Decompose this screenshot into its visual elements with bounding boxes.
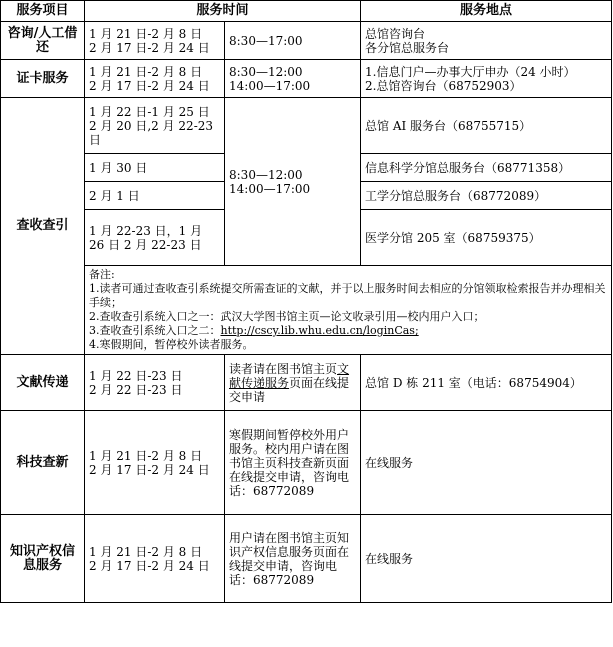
dates-delivery — [85, 355, 225, 411]
hours-line: 8:30—12:00 — [229, 64, 303, 79]
delivery-service-link[interactable]: 文献传递服务 — [229, 361, 350, 390]
delivery-text-after: 页面在线提交申请 — [229, 375, 350, 404]
date-line: 2 月 22 日-23 日 — [89, 382, 183, 397]
location-line: 总馆咨询台 — [365, 26, 426, 41]
date-line: 2 月 17 日-2 月 24 日 — [89, 462, 210, 477]
hours-novelty: 寒假期间暂停校外用户服务。校内用户请在图书馆主页科技查新页面在线提交申请，咨询电话：68772089 — [225, 411, 361, 515]
service-name-consult: 咨询/人工借还 — [1, 22, 85, 60]
date-line: 1 月 21 日-2 月 8 日 — [89, 448, 203, 463]
dates-novelty — [85, 411, 225, 515]
delivery-text-before: 读者请在图书馆主页 — [229, 361, 338, 376]
date-line: 2 月 17 日-2 月 24 日 — [89, 558, 210, 573]
row-ip — [1, 515, 612, 603]
location-line: 各分馆总服务台 — [365, 40, 450, 55]
date-line: 2 月 17 日-2 月 24 日 — [89, 78, 210, 93]
date-line: 1 月 21 日-2 月 8 日 — [89, 544, 203, 559]
location-ip: 在线服务 — [361, 515, 612, 603]
location-line: 2.总馆咨询台（68752903） — [365, 78, 522, 93]
service-name-novelty: 科技查新 — [1, 411, 85, 515]
hours-line: 8:30—12:00 — [229, 167, 303, 182]
note-line — [89, 324, 607, 338]
hours-line: 14:00—17:00 — [229, 78, 311, 93]
service-name-ip: 知识产权信息服务 — [1, 515, 85, 603]
location-card — [361, 60, 612, 98]
hours-consult: 8:30—17:00 — [225, 22, 361, 60]
location-line: 1.信息门户—办事大厅申办（24 小时） — [365, 64, 576, 79]
row-search-1 — [1, 98, 612, 154]
location-delivery: 总馆 D 栋 211 室（电话：68754904） — [361, 355, 612, 411]
date-line: 1 月 21 日-2 月 8 日 — [89, 26, 203, 41]
dates-ip — [85, 515, 225, 603]
date-line: 1 月 22 日-23 日 — [89, 368, 183, 383]
header-row — [1, 1, 612, 22]
note-text: 3.查收查引系统入口之二： — [89, 324, 221, 337]
service-name-search: 查收查引 — [1, 98, 85, 355]
dates-search-eng: 2 月 1 日 — [85, 182, 225, 210]
row-card — [1, 60, 612, 98]
location-search-info: 信息科学分馆总服务台（68771358） — [361, 154, 612, 182]
row-novelty — [1, 411, 612, 515]
hours-delivery — [225, 355, 361, 411]
location-consult — [361, 22, 612, 60]
dates-consult — [85, 22, 225, 60]
note-line: 4.寒假期间，暂停校外读者服务。 — [89, 338, 254, 351]
search-notes — [85, 266, 612, 355]
date-line: 1 月 21 日-2 月 8 日 — [89, 64, 203, 79]
header-location: 服务地点 — [361, 1, 612, 22]
dates-search-ai: 1 月 22 日-1 月 25 日 2 月 20 日,2 月 22-23 日 — [85, 98, 225, 154]
header-time: 服务时间 — [85, 1, 361, 22]
dates-search-med: 1 月 22-23 日，1 月 26 日 2 月 22-23 日 — [85, 210, 225, 266]
dates-card — [85, 60, 225, 98]
service-name-delivery: 文献传递 — [1, 355, 85, 411]
row-search-notes — [1, 266, 612, 355]
location-search-med: 医学分馆 205 室（68759375） — [361, 210, 612, 266]
notes-title: 备注: — [89, 268, 115, 281]
search-system-link[interactable]: http://cscy.lib.whu.edu.cn/loginCas; — [220, 324, 419, 337]
location-search-eng: 工学分馆总服务台（68772089） — [361, 182, 612, 210]
hours-search — [225, 98, 361, 266]
header-service: 服务项目 — [1, 1, 85, 22]
hours-line: 14:00—17:00 — [229, 181, 311, 196]
note-line: 2.查收查引系统入口之一：武汉大学图书馆主页—论文收录引用—校内用户入口； — [89, 310, 485, 323]
row-consult — [1, 22, 612, 60]
location-novelty: 在线服务 — [361, 411, 612, 515]
location-search-ai: 总馆 AI 服务台（68755715） — [361, 98, 612, 154]
hours-ip: 用户请在图书馆主页知识产权信息服务页面在线提交申请，咨询电话：68772089 — [225, 515, 361, 603]
note-line: 1.读者可通过查收查引系统提交所需查证的文献，并于以上服务时间去相应的分馆领取检索报告并办理相关手续； — [89, 282, 606, 309]
service-name-card: 证卡服务 — [1, 60, 85, 98]
hours-card — [225, 60, 361, 98]
dates-search-info: 1 月 30 日 — [85, 154, 225, 182]
row-delivery — [1, 355, 612, 411]
date-line: 2 月 17 日-2 月 24 日 — [89, 40, 210, 55]
